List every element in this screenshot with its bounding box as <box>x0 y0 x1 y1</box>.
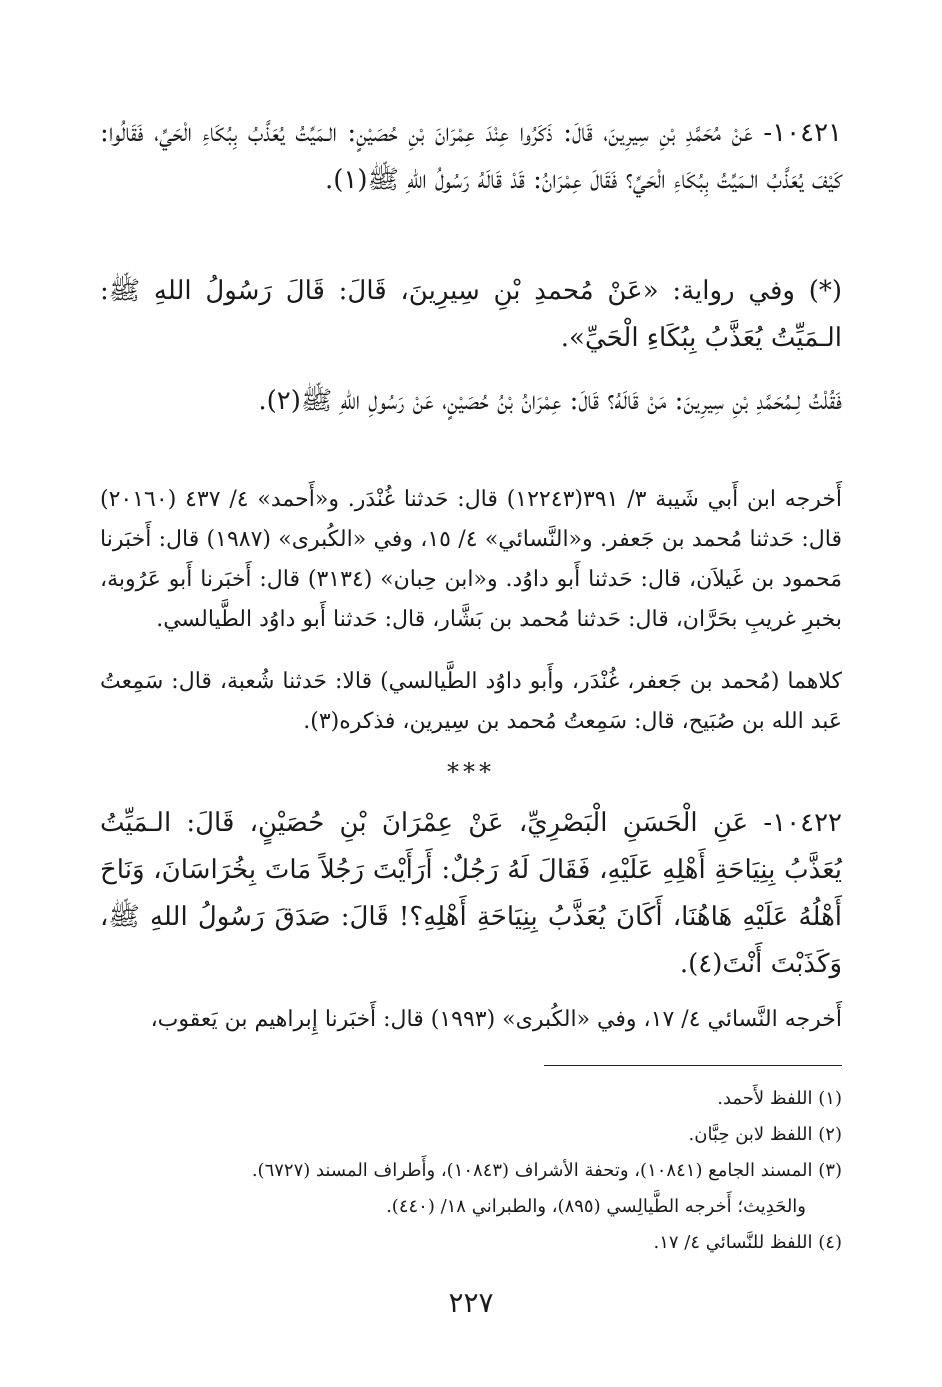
footnote-2: (٢) اللفظ لابن حِبَّان. <box>688 1124 842 1145</box>
hadith-10421-takhrij-1: أَخرجه ابن أَبي شَيبة ٣/ ٣٩١(١٢٢٤٣) قال: حَدثنا غُنْدَر. و«أَحمد» ٤/ ٤٣٧ (٢٠١٦٠) قال: حَدثنا مُحمد بن جَعفر. و«النَّسائي» ٤/ ١٥، وفي «الكُبرى» (١٩٨٧) قال: أَخبَرنا مَحمود بن غَيلاَن، قال: حَدثنا أَبو داوُد. و«ابن حِبان» (٣١٣٤) قال: أَخبَرنا أَبو عَرُوبة، بخبرِ غريبِ بحَرَّان، قال: حَدثنا مُحمد بن بَشَّار، قال: حَدثنا أَبو داوُد الطَّيالسي. <box>100 487 843 632</box>
footnote-3-continuation: والحَدِيث؛ أَخرجه الطَّيالِسي (٨٩٥)، والطبراني ١٨/ (٤٤٠). <box>386 1196 806 1217</box>
hadith-10421-takhrij-2: كلاهما (مُحمد بن جَعفر، غُنْدَر، وأَبو داوُد الطَّيالسي) قالا: حَدثنا شُعبة، قال: سَمِعتُ عَبد الله بن صُبَيح، قال: سَمِعتُ مُحمد بن سِيرين، فذكره(٣). <box>100 669 842 734</box>
footnote-4: (٤) اللفظ للنَّسائي ٤/ ١٧. <box>653 1232 842 1253</box>
hadith-10421-text: ١٠٤٢١- عَنْ مُحَمَّدِ بْنِ سِيرِينَ، قَالَ: ذَكَرُوا عِنْدَ عِمْرَانَ بْنِ حُصَيْنٍ: الـمَيِّتُ يُعَذَّبُ بِبُكَاءِ الْحَيِّ، فَقَالُوا: كَيْفَ يُعَذَّبُ الـمَيِّتُ بِبُكَاءِ الْحَيِّ؟ فَقَالَ عِمْرَانُ: قَدْ قَالَهُ رَسُولُ اللهِ ﷺ(١). <box>100 118 842 195</box>
hadith-10421-qultu: فَقُلْتُ لِـمُحَمَّدِ بْنِ سِيرِينَ: مَنْ قَالَهُ؟ قَالَ: عِمْرَانُ بْنُ حُصَيْنٍ، عَنْ رَسُولِ اللهِ ﷺ(٢). <box>258 386 842 416</box>
hadith-10422-takhrij: أَخرجه النَّسائي ٤/ ١٧، وفي «الكُبرى» (١٩٩٣) قال: أَخبَرنا إِبراهيم بن يَعقوب، <box>150 1007 842 1032</box>
footnote-3: (٣) المسند الجامع (١٠٨٤١)، وتحفة الأشراف (١٠٨٤٣)، وأَطراف المسند (٦٧٢٧). <box>251 1160 842 1181</box>
hadith-10422-text: ١٠٤٢٢- عَنِ الْحَسَنِ الْبَصْرِيِّ، عَنْ عِمْرَانَ بْنِ حُصَيْنٍ، قَالَ: الـمَيِّتُ يُعَذَّبُ بِنِيَاحَةِ أَهْلِهِ عَلَيْهِ، فَقَالَ لَهُ رَجُلٌ: أَرَأَيْتَ رَجُلاً مَاتَ بِخُرَاسَانَ، وَنَاحَ أَهْلُهُ عَلَيْهِ هَاهُنَا، أَكَانَ يُعَذَّبُ بِنِيَاحَةِ أَهْلِهِ؟! قَالَ: صَدَقَ رَسُولُ اللهِ ﷺ، وَكَذَبْتَ أَنْتَ(٤). <box>100 808 842 979</box>
footnote-divider <box>544 1065 842 1066</box>
hadith-10421-riwaya: (*) وفي رواية: «عَنْ مُحمدِ بْنِ سِيرِينَ، قَالَ: قَالَ رَسُولُ اللهِ ﷺ: الـمَيِّتُ يُعَذَّبُ بِبُكَاءِ الْحَيِّ». <box>100 276 842 353</box>
page-number: ٢٢٧ <box>448 1286 494 1319</box>
section-separator: *** <box>447 758 495 786</box>
footnote-1: (١) اللفظ لأَحمد. <box>717 1088 842 1109</box>
